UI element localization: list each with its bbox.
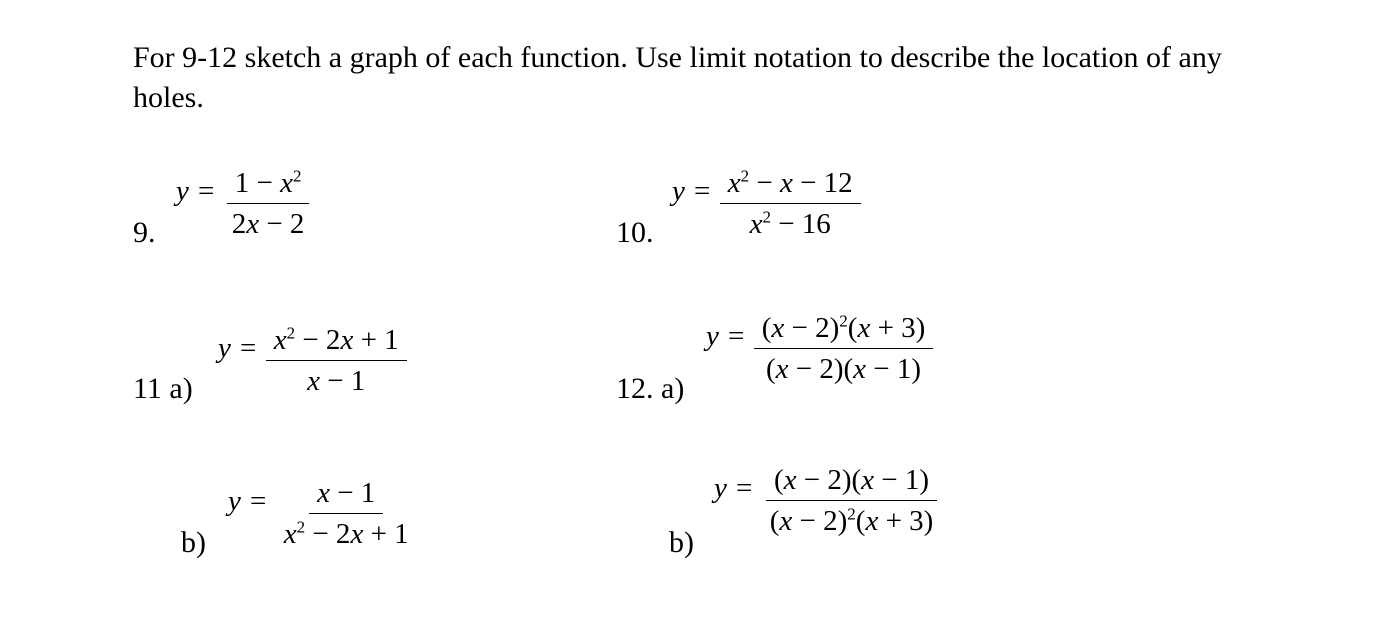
instructions-text: For 9-12 sketch a graph of each function. Use limit notation to describe the location of any holes. — [133, 41, 1222, 114]
problem-11b-equation — [228, 475, 417, 552]
lhs: y = — [714, 472, 754, 504]
problem-10-equation — [672, 165, 861, 242]
numerator: $x^2 - x - 12$ — [720, 165, 861, 204]
lhs: y = — [228, 485, 268, 517]
problem-12b-label: b) — [669, 526, 694, 559]
fraction — [276, 475, 417, 552]
problem-11a-equation — [218, 322, 407, 399]
fraction — [224, 165, 313, 242]
lhs: y = — [176, 175, 216, 207]
problem-10-label: 10. — [616, 216, 654, 249]
problem-9-equation — [176, 165, 312, 242]
fraction — [762, 462, 942, 539]
denominator: $(x - 2)^2(x + 3)$ — [769, 504, 934, 537]
lhs: y = — [218, 332, 258, 364]
lhs: y = — [706, 320, 746, 352]
numerator: $(x - 2)^2(x + 3)$ — [754, 310, 934, 349]
denominator: (x − 2)(x − 1) — [765, 353, 922, 385]
numerator: $x^2 - 2x + 1$ — [266, 322, 407, 361]
denominator: 2x − 2 — [231, 208, 305, 240]
lhs: y = — [672, 175, 712, 207]
denominator: $x^2 - 2x + 1$ — [283, 517, 409, 550]
problem-12b-equation — [714, 462, 941, 539]
numerator: (x − 2)(x − 1) — [766, 462, 937, 501]
fraction — [266, 322, 407, 399]
numerator: x − 1 — [309, 475, 383, 514]
problem-11a-label: 11 a) — [133, 372, 193, 405]
denominator: x − 1 — [307, 365, 366, 397]
fraction — [754, 310, 934, 387]
denominator: $x^2 - 16$ — [749, 207, 831, 240]
fraction — [720, 165, 861, 242]
problem-9-label: 9. — [133, 216, 156, 249]
numerator: $1 - x^2$ — [227, 165, 310, 204]
problem-12a-label: 12. a) — [616, 372, 685, 405]
problem-11b-label: b) — [181, 526, 206, 559]
problem-12a-equation — [706, 310, 933, 387]
